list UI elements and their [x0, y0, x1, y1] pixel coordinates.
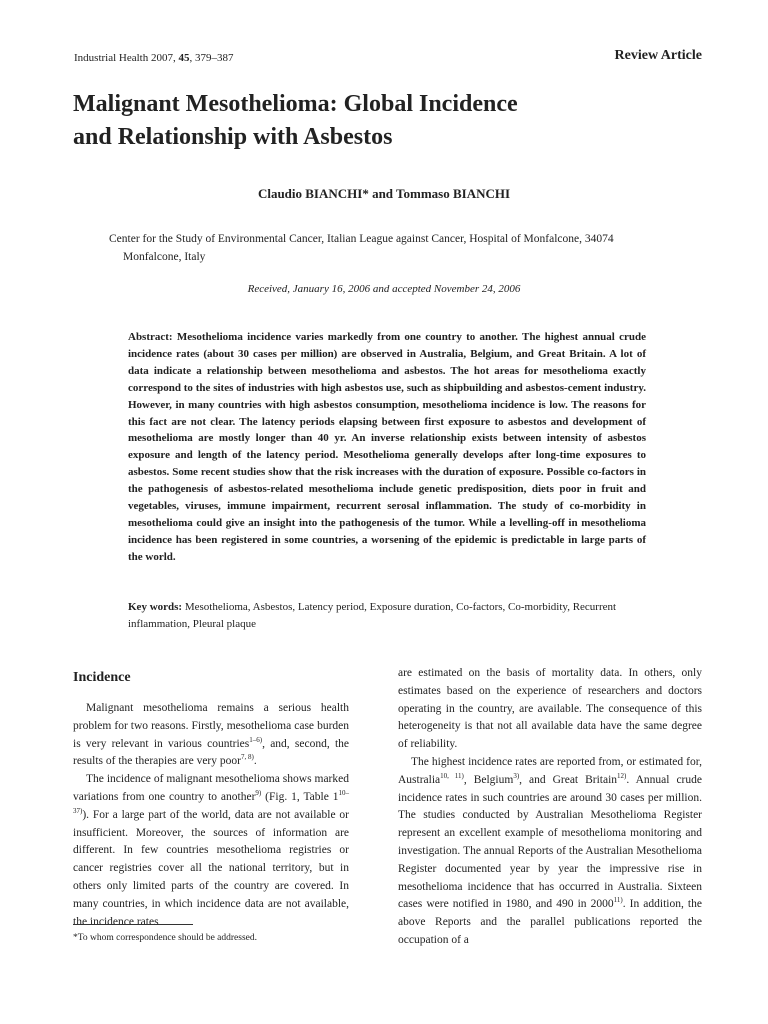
affiliation-line-2: Monfalcone, Italy — [123, 251, 206, 263]
section-heading: Incidence — [73, 670, 131, 685]
right-column — [398, 665, 702, 950]
footnote: *To whom correspondence should be addressed. — [73, 933, 258, 943]
left-column — [73, 700, 349, 931]
paragraph: are estimated on the basis of mortality data. In others, only estimates based on the experience of researchers and doctors operating in the country, are available. The consequence of this heterogeneity is that not all available data have the same degree of reliability. — [398, 667, 702, 751]
article-type-label: Review Article — [614, 48, 702, 63]
keywords — [128, 599, 648, 632]
title-line-2: and Relationship with Asbestos — [73, 124, 393, 150]
affiliation-line-1: Center for the Study of Environmental Cancer, Italian League against Cancer, Hospital of Monfalcone, 34074 — [109, 233, 614, 245]
paragraph: The highest incidence rates are reported from, or estimated for, Australia$^{10, 11)}$, Belgium$^{3)}$, and Great Britain$^{12)}$. Annual crude incidence rates in such countries are around 30 cases per million. The studies conducted by Australian Mesothelioma Register represent an excellent example of mesothelioma monitoring and investigation. The annual Reports of the Australian Mesothelioma Register documented year by year the impressive rise in mesothelioma incidence that has occurred in Australia. Sixteen cases were notified in 1980, and 490 in 2000$^{11)}$. In addition, the above Reports and the parallel publications reported the occupation of a — [398, 755, 702, 946]
authors: Claudio BIANCHI* and Tommaso BIANCHI — [257, 186, 511, 201]
keywords-label: Key words: — [128, 601, 183, 613]
article-title — [73, 88, 693, 154]
received-dates: Received, January 16, 2006 and accepted November 24, 2006 — [247, 283, 521, 295]
abstract: Abstract: Mesothelioma incidence varies markedly from one country to another. The highest annual crude incidence rates (about 30 cases per million) are observed in Australia, Belgium, and Great Britain. A lot of data indicate a relationship between mesothelioma and asbestos. The hot areas for mesothelioma exactly correspond to the sites of industries with high asbestos use, such as shipbuilding and asbestos-cement industry. However, in many countries with high asbestos consumption, mesothelioma incidence is low. The reasons for this fact are not clear. The latency periods elapsing between first exposure to asbestos and development of mesothelioma are mostly longer than 40 yr. An inverse relationship exists between intensity of asbestos exposure and length of the latency period. Mesothelioma generally develops after long-time exposures to asbestos. Some recent studies show that the risk increases with the duration of exposure. Possible co-factors in the pathogenesis of asbestos-related mesothelioma include genetic predisposition, diets poor in fruit and vegetables, viruses, immune impairment, recurrent serosal inflammation. The study of co-morbidity in mesothelioma could give an insight into the pathogenesis of the tumor. While a levelling-off in mesothelioma incidence has been registered in some countries, a worsening of the epidemic is predictable in large parts of the world. — [128, 331, 646, 563]
title-line-1: Malignant Mesothelioma: Global Incidence — [73, 91, 518, 117]
keywords-text: Mesothelioma, Asbestos, Latency period, Exposure duration, Co-factors, Co-morbidity, Recurrent inflammation, Pleural plaque — [128, 601, 617, 630]
page-range: , 379–387 — [189, 52, 234, 64]
journal-name: Industrial Health 2007, — [74, 52, 179, 64]
volume-number: 45 — [178, 52, 190, 64]
footnote-divider — [73, 924, 193, 925]
paragraph: The incidence of malignant mesothelioma shows marked variations from one country to another$^{9)}$ (Fig. 1, Table 1$^{10-37)}$). For a large part of the world, data are not available or insufficient. Moreover, the sources of information are different. In few countries mesothelioma registries or cancer registries cover all the national territory, but in others only limited parts of the country are covered. In many countries, in which incidence data are not available, the incidence rates — [73, 773, 349, 928]
paragraph: Malignant mesothelioma remains a serious health problem for two reasons. Firstly, mesothelioma case burden is very relevant in various countries$^{1-6)}$, and, second, the results of the therapies are very poor$^{7, 8)}$. — [73, 702, 349, 768]
affiliation — [109, 230, 679, 266]
journal-citation — [74, 52, 233, 64]
